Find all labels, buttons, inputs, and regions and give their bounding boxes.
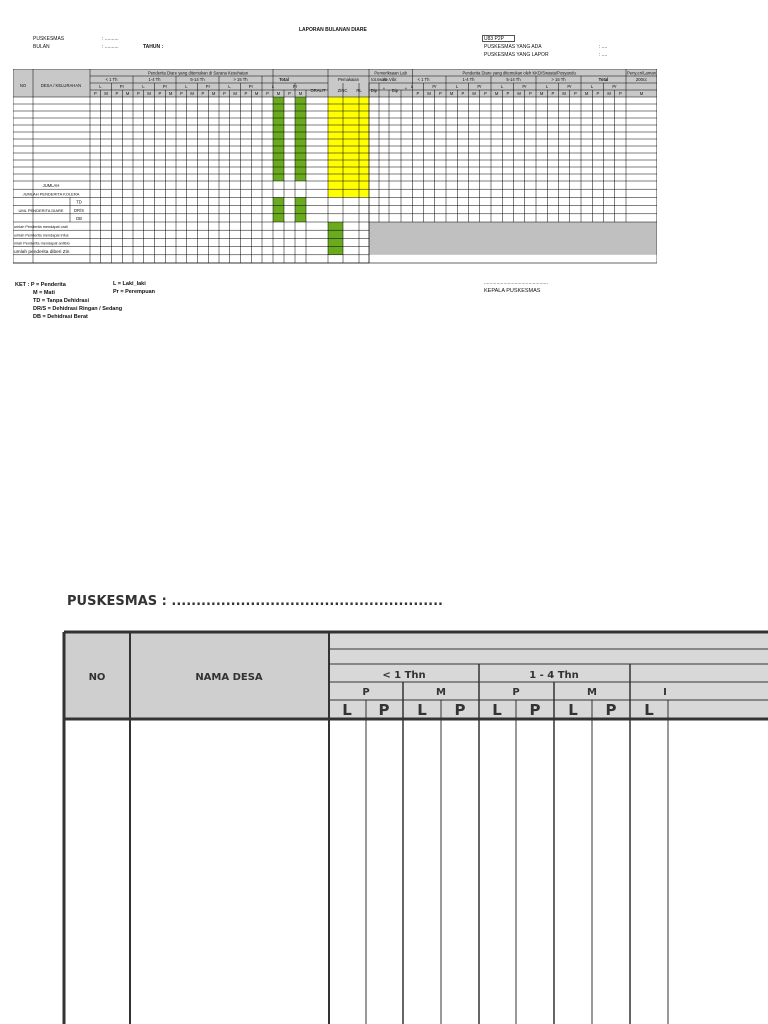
pm-label-g2: P xyxy=(528,91,532,96)
pm-label-g2: M xyxy=(607,91,611,96)
sex-label: L xyxy=(99,84,102,89)
p2-lp-label: P xyxy=(378,701,390,719)
pm-label-g2: P xyxy=(551,91,555,96)
sex-label-g2-total: L xyxy=(590,84,594,89)
pm-label: M xyxy=(190,91,194,96)
age-group2-label: 5-14 Th xyxy=(506,77,521,82)
ket-line-3: TD = Tanpa Dehidrasi xyxy=(33,298,89,304)
p2-cut: I xyxy=(663,687,667,698)
pm-label: P xyxy=(266,91,269,96)
age-group-total: Total xyxy=(279,77,289,82)
pm-label-g2: P xyxy=(438,91,442,96)
puskesmas-lapor-label: PUSKESMAS YANG LAPOR xyxy=(484,52,549,58)
header-group2: Penderita Diare yang ditemukan oleh KKD/Swasta/Posyandu xyxy=(462,70,576,76)
p2-no-label: NO xyxy=(88,672,106,683)
header-penyuluhan: Peny.en/Laman xyxy=(626,70,657,76)
bulan-value: : .......... xyxy=(102,44,119,50)
sex-label-g2: Pr xyxy=(522,84,527,89)
report-title: LAPORAN BULANAN DIARE xyxy=(299,27,367,33)
pm-label-g2: P xyxy=(573,91,577,96)
p2-lp-label: P xyxy=(529,701,541,719)
sex-label: Pr xyxy=(205,84,210,89)
ket-line-5: DB = Dehidrasi Berat xyxy=(33,314,88,320)
pm-label: M xyxy=(104,91,108,96)
p2-lp-label: L xyxy=(492,701,502,719)
row-extra: umlah penderita diberi Zin xyxy=(14,249,70,255)
pm-label-g2: P xyxy=(618,91,622,96)
header-pemakaian: Pemakaian xyxy=(338,77,359,82)
pm-label-g2: P xyxy=(483,91,487,96)
sex-label-g2-total: Pr xyxy=(612,84,617,89)
sex-label-total: Pr xyxy=(292,84,298,89)
p2-lp-label: L xyxy=(644,701,654,719)
p2-age1: < 1 Thn xyxy=(382,670,426,681)
header-desa: DESA / KELURAHAN xyxy=(40,83,82,88)
puskesmas-lapor-value: : .... xyxy=(599,52,608,58)
p2-nama-desa-label: NAMA DESA xyxy=(195,672,263,683)
sex-label: Pr xyxy=(119,84,124,89)
pm-label-g2: P xyxy=(416,91,420,96)
row-td: TD xyxy=(76,199,82,205)
p2-age2: 1 - 4 Thn xyxy=(529,670,579,681)
pm-label-g2: M xyxy=(494,91,499,96)
puskesmas-label: PUSKESMAS xyxy=(33,36,65,42)
age-group2-total: Total xyxy=(598,77,609,82)
tahun-label: TAHUN : xyxy=(143,44,164,50)
pm-label: P xyxy=(288,91,291,96)
header-zinc: ZINC xyxy=(337,88,348,93)
row-drs: DR/S xyxy=(73,207,85,213)
pm-label: M xyxy=(254,91,259,96)
age-group2-label: 1-4 Th xyxy=(462,77,475,82)
header-no: NO xyxy=(19,83,27,88)
gray-block-lower xyxy=(369,222,657,255)
ket-line-1: KET : P = Penderita xyxy=(15,282,66,288)
p2-lp-label: P xyxy=(454,701,466,719)
ket-perempuan: Pr = Perempuan xyxy=(113,289,156,295)
second-sheet xyxy=(0,580,768,1024)
puskesmas-value: : .......... xyxy=(102,36,119,42)
pm-label: M xyxy=(211,91,216,96)
age-group-label: < 1 Th xyxy=(105,77,118,82)
age-group2-label: > 15 Th xyxy=(551,77,566,82)
header-rl: RL xyxy=(356,88,362,93)
pm-label: P xyxy=(136,91,140,96)
pm-label-g2: P xyxy=(596,91,600,96)
sex-label: Pr xyxy=(248,84,253,89)
puskesmas-ada-value: : .... xyxy=(599,44,608,50)
p2-lp-label: L xyxy=(342,701,352,719)
bulan-label: BULAN xyxy=(33,44,50,50)
sex-label-g2: L xyxy=(545,84,549,89)
ket-line-4: DR/S = Dehidrasi Ringan / Sedang xyxy=(33,306,123,312)
p2-m2: M xyxy=(587,687,597,698)
age-group-label: 1-4 Th xyxy=(148,77,161,82)
second-sheet-table xyxy=(0,580,768,1024)
ket-legend xyxy=(15,281,122,321)
program-code-box: U83 P2P xyxy=(482,35,515,42)
pm-label-g2: P xyxy=(461,91,465,96)
pm-label-g2: M xyxy=(584,91,589,96)
lab-col-vibrio: Ae.Vibr. xyxy=(382,77,398,82)
pm-label: P xyxy=(115,91,119,96)
header-group1: Penderita Diare yang ditemukan di Sarana Kesehatan xyxy=(147,70,249,76)
green-dehyd-l xyxy=(273,197,284,222)
p2-m1: M xyxy=(436,687,446,698)
pm-label-g2: M xyxy=(562,91,566,96)
lab-col-swab: tot.swab xyxy=(371,77,387,82)
sex-label: L xyxy=(228,84,231,89)
row-extra: umlah Penderita mendapat infus xyxy=(14,233,69,238)
p2-lp-label: L xyxy=(417,701,427,719)
sex-label: L xyxy=(142,84,145,89)
sex-label-total: L xyxy=(271,84,275,89)
pm-label-g2: M xyxy=(427,91,431,96)
sex-label-g2: Pr xyxy=(432,84,437,89)
pm-label: M xyxy=(298,91,303,96)
pm-label: M xyxy=(125,91,130,96)
pm-label: P xyxy=(222,91,226,96)
row-diare-by: UML PENDERITA DIARE xyxy=(18,207,64,213)
lab-dip2: Dip xyxy=(391,88,399,93)
ket-line-2: M = Mati xyxy=(33,290,55,296)
sex-label: L xyxy=(185,84,188,89)
pm-label-g2: M xyxy=(639,91,644,96)
pm-label-g2: P xyxy=(506,91,510,96)
p2-lp-label: P xyxy=(605,701,617,719)
sex-label-g2: L xyxy=(500,84,504,89)
puskesmas-ada-label: PUSKESMAS YANG ADA xyxy=(484,44,542,50)
row-extra: umlah Penderita mendapat orali xyxy=(14,225,68,230)
pm-label: P xyxy=(201,91,205,96)
signature-dots: .............................................. xyxy=(484,280,548,286)
row-extra: mlah Penderita mendapat antibio xyxy=(14,241,70,246)
sex-label-g2: Pr xyxy=(477,84,482,89)
sex-label-g2: L xyxy=(455,84,459,89)
pm-label: M xyxy=(233,91,237,96)
lab-plus: + xyxy=(382,86,386,91)
row-jumlah: JUMLAH xyxy=(42,183,60,189)
monthly-diarrhea-table xyxy=(13,69,657,275)
sex-label-g2: L xyxy=(410,84,414,89)
pm-label-g2: M xyxy=(449,91,454,96)
age-group2-label: < 1 Th xyxy=(417,77,430,82)
green-dehyd-pr xyxy=(295,197,306,222)
age-group-label: > 15 Th xyxy=(233,77,248,82)
p2-p2: P xyxy=(512,687,520,698)
header-oralit: ORALIT xyxy=(310,88,326,93)
pm-label-g2: M xyxy=(472,91,476,96)
pm-label: M xyxy=(276,91,281,96)
ket-laki: L = Laki_laki xyxy=(113,281,146,287)
page2-puskesmas: PUSKESMAS : ....................................................... xyxy=(67,594,443,609)
pm-label: P xyxy=(158,91,162,96)
sex-label: Pr xyxy=(162,84,167,89)
pm-label: P xyxy=(93,91,97,96)
row-db: DB xyxy=(76,216,82,221)
p2-lp-label: L xyxy=(568,701,578,719)
age-group-label: 5-14 Th xyxy=(190,77,205,82)
pm-label: P xyxy=(244,91,248,96)
lab-plus2: + xyxy=(404,86,408,91)
lab-dip: Dip xyxy=(370,88,378,93)
row-kolera: JUMLAH PENDERITA KOLERA xyxy=(22,191,80,197)
header-pemeriksaan: Pemeriksaan Lab xyxy=(374,70,407,76)
sex-label-g2: Pr xyxy=(567,84,572,89)
pm-label: P xyxy=(179,91,183,96)
signature-label: KEPALA PUSKESMAS xyxy=(484,288,541,294)
header-size: 200cc xyxy=(635,77,648,82)
pm-label-g2: M xyxy=(539,91,544,96)
pm-label: M xyxy=(168,91,173,96)
p2-p1: P xyxy=(362,687,370,698)
pm-label-g2: M xyxy=(517,91,521,96)
pm-label: M xyxy=(147,91,151,96)
